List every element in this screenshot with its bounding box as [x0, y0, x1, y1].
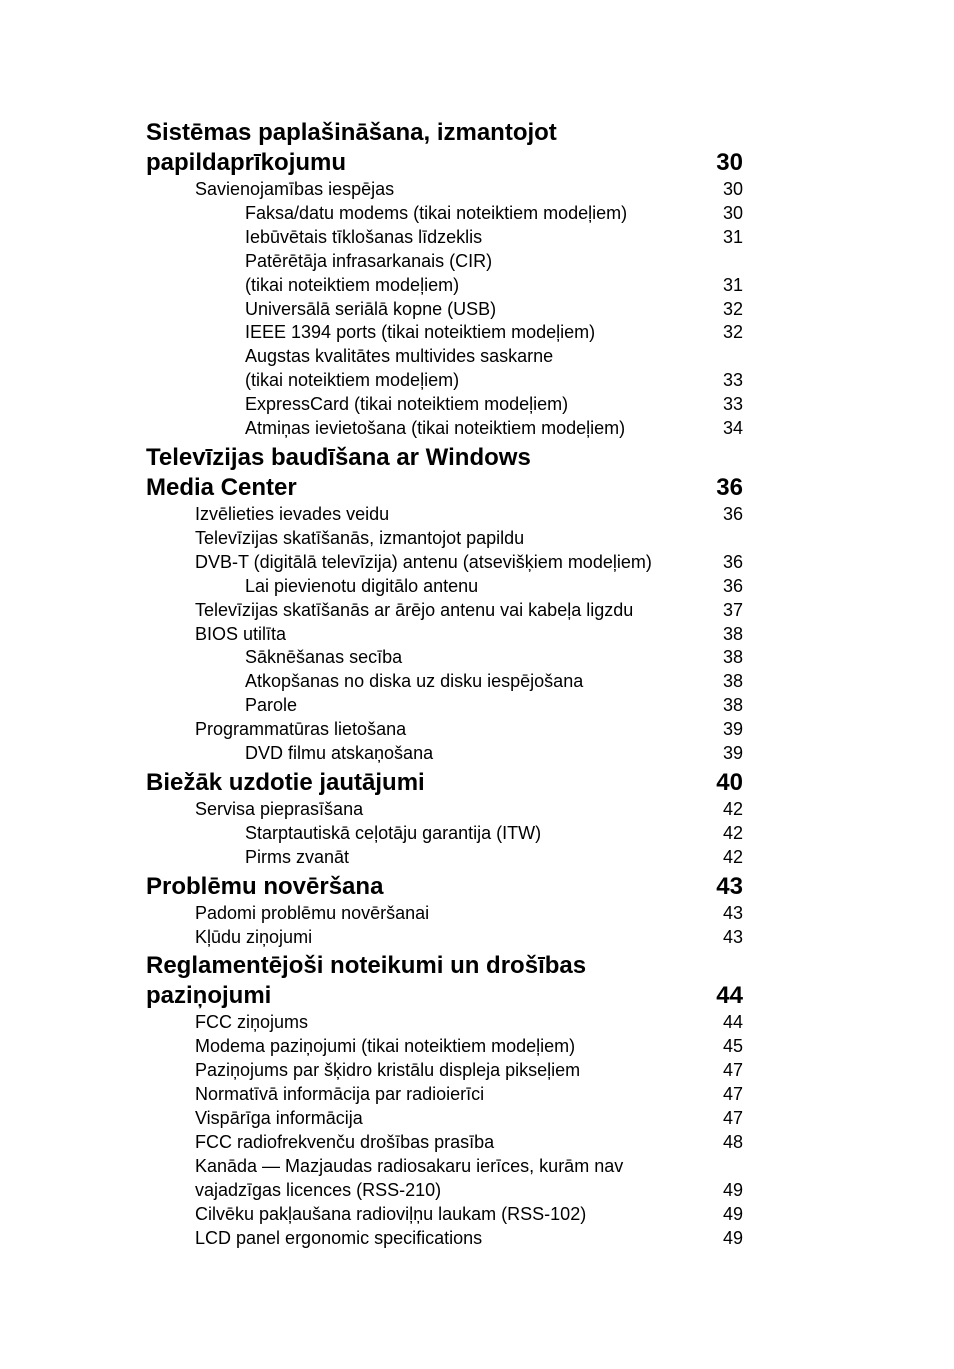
toc-entry-title-line: Pirms zvanāt [245, 846, 350, 867]
toc-page-number: 31 [722, 274, 743, 295]
toc-subsection-entry[interactable] [146, 694, 743, 718]
toc-entry-title [146, 718, 743, 742]
toc-entry-title-line: Servisa pieprasīšana [195, 798, 364, 819]
toc-entry-title [146, 226, 743, 250]
toc-entry-title-line: Padomi problēmu novēršanai [195, 902, 430, 923]
toc-entry-title-line: Cilvēku pakļaušana radioviļņu laukam (RSS-102) [195, 1203, 587, 1224]
toc-page-number: 42 [722, 846, 743, 867]
toc-subsection-entry[interactable] [146, 742, 743, 766]
toc-section-entry[interactable] [146, 1035, 743, 1059]
toc-entry-title-line: Savienojamības iespējas [195, 179, 395, 199]
toc-section-entry[interactable] [146, 1227, 743, 1251]
toc-entry-title-line: Paziņojums par šķidro kristālu displeja pikseļiem [195, 1060, 581, 1081]
toc-entry-title [146, 951, 743, 1011]
toc-entry-title [146, 646, 743, 670]
toc-entry-title [146, 798, 743, 822]
toc-subsection-entry[interactable] [146, 670, 743, 694]
toc-entry-title-line: Kļūdu ziņojumi [195, 926, 313, 947]
toc-page-number: 33 [722, 394, 743, 415]
toc-page-number: 38 [722, 671, 743, 692]
toc-page-number: 30 [716, 149, 743, 176]
toc-entry-title [146, 822, 743, 846]
toc-subsection-entry[interactable] [146, 250, 743, 298]
toc-subsection-entry[interactable] [146, 417, 743, 441]
toc-entry-title-line: paziņojumi [146, 982, 272, 1010]
toc-section-entry[interactable] [146, 1131, 743, 1155]
toc-entry-title [146, 1059, 743, 1083]
toc-entry-title [146, 623, 743, 647]
toc-subsection-entry[interactable] [146, 646, 743, 670]
toc-entry-title-line: ExpressCard (tikai noteiktiem modeļiem) [245, 394, 569, 415]
toc-entry-title [146, 846, 743, 870]
toc-entry-title [146, 118, 743, 178]
toc-chapter-heading[interactable] [146, 768, 743, 798]
toc-entry-title-line: Problēmu novēršana [146, 872, 384, 900]
toc-entry-title [146, 902, 743, 926]
toc-page-number: 30 [722, 202, 743, 223]
toc-entry-title-line: (tikai noteiktiem modeļiem) [245, 274, 460, 295]
toc-entry-title-line: BIOS utilīta [195, 623, 287, 644]
toc-chapter-heading[interactable] [146, 951, 743, 1011]
toc-entry-title [146, 393, 743, 417]
toc-entry-title [146, 670, 743, 694]
toc-entry-title [146, 1083, 743, 1107]
toc-entry-title-line: Sāknēšanas secība [245, 647, 403, 668]
toc-page-number: 39 [722, 743, 743, 764]
toc-entry-title-line: Augstas kvalitātes multivides saskarne [245, 346, 554, 367]
toc-section-entry[interactable] [146, 1059, 743, 1083]
toc-entry-title [146, 1203, 743, 1227]
toc-page-number: 49 [722, 1203, 743, 1224]
toc-entry-title-line: Kanāda — Mazjaudas radiosakaru ierīces, kurām nav [195, 1155, 624, 1176]
toc-entry-title [146, 599, 743, 623]
toc-chapter-heading[interactable] [146, 872, 743, 902]
toc-page-number: 32 [722, 322, 743, 343]
toc-page-number: 42 [722, 798, 743, 819]
toc-entry-title-line: DVD filmu atskaņošana [245, 743, 434, 764]
toc-subsection-entry[interactable] [146, 575, 743, 599]
toc-page-number: 34 [722, 418, 743, 439]
toc-subsection-entry[interactable] [146, 846, 743, 870]
toc-page-number: 32 [722, 298, 743, 319]
toc-entry-title-line: Lai pievienotu digitālo antenu [245, 575, 479, 596]
toc-subsection-entry[interactable] [146, 822, 743, 846]
toc-entry-title-line: FCC radiofrekvenču drošības prasība [195, 1132, 495, 1152]
toc-page-number: 37 [722, 599, 743, 620]
toc-entry-title-line: Patērētāja infrasarkanais (CIR) [245, 250, 493, 271]
toc-section-entry[interactable] [146, 926, 743, 950]
toc-entry-title-line: (tikai noteiktiem modeļiem) [245, 370, 460, 391]
toc-entry-title [146, 872, 743, 902]
toc-entry-title-line: Vispārīga informācija [195, 1108, 363, 1129]
toc-section-entry[interactable] [146, 1107, 743, 1131]
toc-entry-title-line: Televīzijas skatīšanās, izmantojot papildu [195, 527, 525, 548]
toc-entry-title [146, 345, 743, 393]
toc-section-entry[interactable] [146, 798, 743, 822]
toc-entry-title-line: Normatīvā informācija par radioierīci [195, 1084, 485, 1105]
toc-page-number: 43 [722, 902, 743, 923]
toc-entry-title-line: Reglamentējoši noteikumi un drošības [146, 952, 587, 980]
toc-entry-title-line: Atmiņas ievietošana (tikai noteiktiem modeļiem) [245, 418, 626, 439]
toc-entry-title-line: Izvēlieties ievades veidu [195, 503, 390, 524]
toc-entry-title [146, 1035, 743, 1059]
toc-page-number: 38 [722, 647, 743, 668]
toc-page-number: 36 [716, 473, 743, 501]
toc-page-number: 39 [722, 719, 743, 740]
toc-entry-title [146, 503, 743, 527]
toc-section-entry[interactable] [146, 718, 743, 742]
toc-entry-title-line: Modema paziņojumi (tikai noteiktiem modeļiem) [195, 1036, 576, 1057]
toc-section-entry[interactable] [146, 623, 743, 647]
toc-page-number: 40 [716, 768, 743, 796]
toc-entry-title-line: Faksa/datu modems (tikai noteiktiem modeļiem) [245, 202, 628, 223]
table-of-contents [146, 116, 743, 1251]
toc-entry-title [146, 298, 743, 322]
toc-subsection-entry[interactable] [146, 393, 743, 417]
toc-section-entry[interactable] [146, 1203, 743, 1227]
toc-page-number: 31 [722, 226, 743, 247]
toc-entry-title-line: Televīzijas baudīšana ar Windows [146, 443, 531, 471]
toc-page-number: 44 [722, 1012, 743, 1033]
toc-page-number: 36 [722, 551, 743, 572]
toc-entry-title-line: Universālā seriālā kopne (USB) [245, 298, 497, 319]
toc-entry-title [146, 250, 743, 298]
toc-page-number: 30 [722, 179, 743, 199]
toc-section-entry[interactable] [146, 1083, 743, 1107]
toc-page-number: 36 [722, 503, 743, 524]
toc-entry-title-line: vajadzīgas licences (RSS-210) [195, 1179, 442, 1200]
toc-page-number: 36 [722, 575, 743, 596]
toc-chapter-heading[interactable] [146, 443, 743, 503]
toc-entry-title [146, 1131, 743, 1155]
toc-entry-title [146, 417, 743, 441]
toc-subsection-entry[interactable] [146, 345, 743, 393]
toc-entry-title [146, 926, 743, 950]
toc-entry-title [146, 1107, 743, 1131]
toc-subsection-entry[interactable] [146, 202, 743, 226]
toc-page-number: 38 [722, 695, 743, 716]
toc-entry-title [146, 1227, 743, 1251]
toc-section-entry[interactable] [146, 599, 743, 623]
toc-section-entry[interactable] [146, 902, 743, 926]
toc-entry-title-line: Biežāk uzdotie jautājumi [146, 768, 425, 796]
toc-entry-title-line: LCD panel ergonomic specifications [195, 1227, 483, 1248]
toc-entry-title-line: Programmatūras lietošana [195, 719, 407, 740]
toc-page-number: 47 [722, 1108, 743, 1129]
toc-entry-title-line: Starptautiskā ceļotāju garantija (ITW) [245, 822, 542, 843]
toc-entry-title-line: Parole [245, 695, 298, 716]
toc-entry-title-line: IEEE 1394 ports (tikai noteiktiem modeļiem) [245, 322, 596, 343]
toc-entry-title [146, 178, 743, 202]
toc-page-number: 48 [722, 1132, 743, 1152]
toc-entry-title-line: papildaprīkojumu [146, 149, 347, 176]
toc-entry-title [146, 742, 743, 766]
toc-entry-title-line: DVB-T (digitālā televīzija) antenu (atsevišķiem modeļiem) [195, 551, 652, 572]
toc-section-entry[interactable] [146, 1011, 743, 1035]
toc-entry-title [146, 202, 743, 226]
toc-page-number: 33 [722, 370, 743, 391]
toc-page-number: 38 [722, 623, 743, 644]
toc-page-number: 43 [716, 872, 743, 900]
toc-section-entry[interactable] [146, 503, 743, 527]
toc-subsection-entry[interactable] [146, 298, 743, 322]
toc-entry-title [146, 768, 743, 798]
toc-entry-title-line: FCC ziņojums [195, 1012, 309, 1033]
toc-entry-title-line: Atkopšanas no diska uz disku iespējošana [245, 671, 584, 692]
toc-page-number: 43 [722, 926, 743, 947]
toc-entry-title-line: Sistēmas paplašināšana, izmantojot [146, 119, 557, 146]
toc-page-number: 47 [722, 1084, 743, 1105]
toc-page-number: 45 [722, 1036, 743, 1057]
toc-entry-title [146, 575, 743, 599]
toc-entry-title [146, 443, 743, 503]
toc-chapter-heading[interactable] [146, 118, 743, 178]
toc-subsection-entry[interactable] [146, 321, 743, 345]
toc-section-entry[interactable] [146, 1155, 743, 1203]
toc-entry-title [146, 694, 743, 718]
toc-section-entry[interactable] [146, 178, 743, 202]
toc-entry-title-line: Media Center [146, 473, 297, 501]
toc-entry-title [146, 527, 743, 575]
toc-page-number: 49 [722, 1179, 743, 1200]
toc-entry-title-line: Televīzijas skatīšanās ar ārējo antenu vai kabeļa ligzdu [195, 599, 634, 620]
toc-entry-title-line: Iebūvētais tīklošanas līdzeklis [245, 226, 483, 247]
toc-page-number: 44 [716, 982, 743, 1010]
toc-page-number: 49 [722, 1227, 743, 1248]
toc-page-number: 47 [722, 1060, 743, 1081]
toc-page-number: 42 [722, 822, 743, 843]
toc-subsection-entry[interactable] [146, 226, 743, 250]
toc-entry-title [146, 1011, 743, 1035]
toc-entry-title [146, 321, 743, 345]
toc-entry-title [146, 1155, 743, 1203]
toc-section-entry[interactable] [146, 527, 743, 575]
